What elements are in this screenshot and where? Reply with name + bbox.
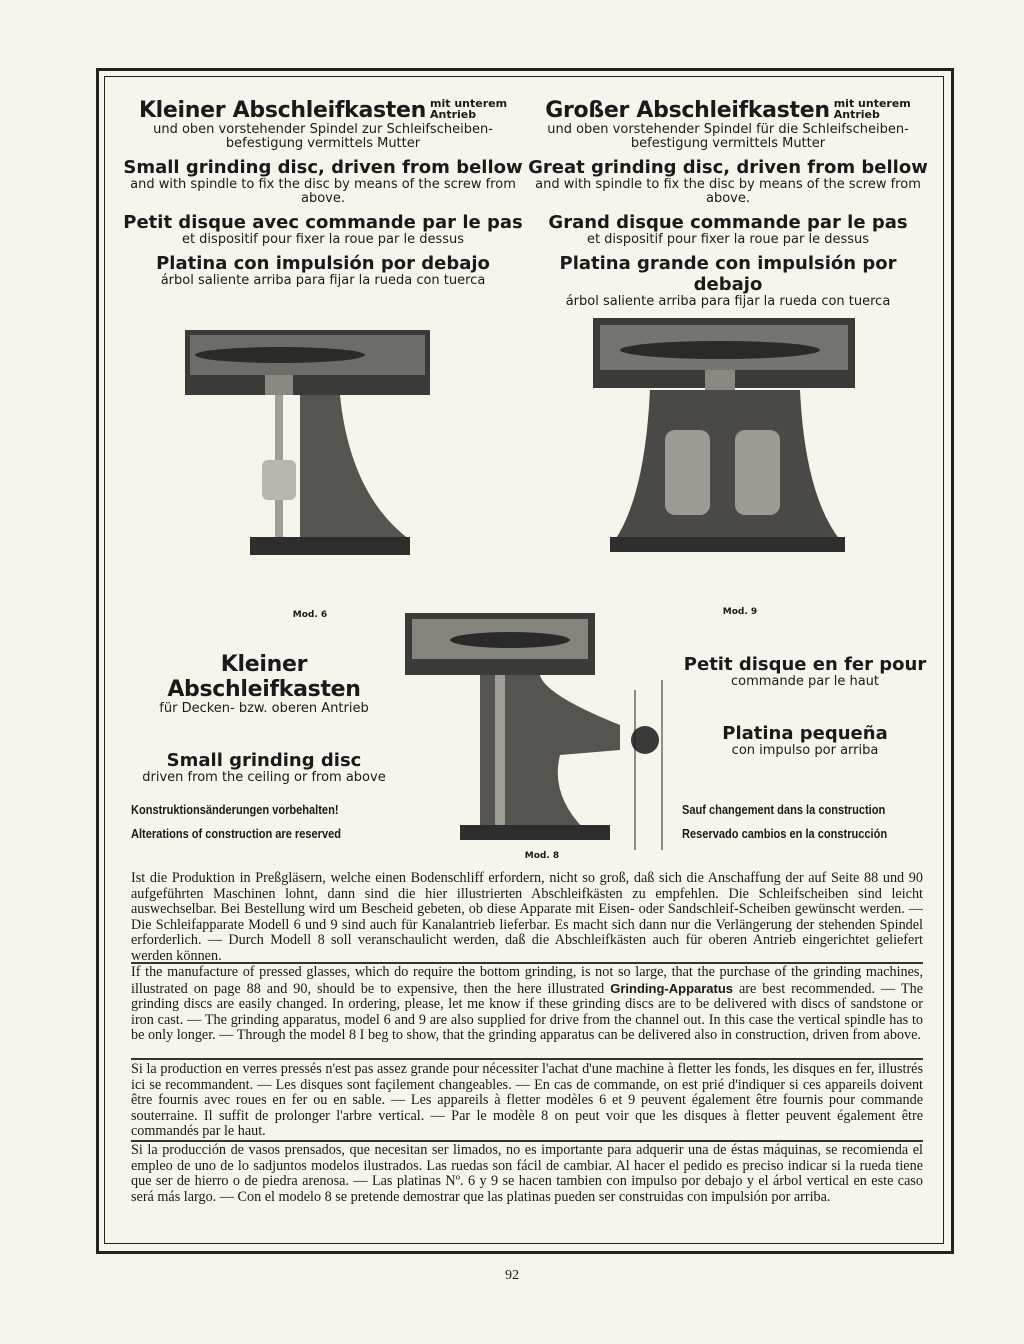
mod9-en-sub: and with spindle to fix the disc by means of the screw from above. xyxy=(535,177,921,206)
mod8-es-sub: con impulso por arriba xyxy=(731,743,879,758)
mod9-de-title: Großer Abschleifkasten xyxy=(545,98,830,123)
mod8-label: Mod. 8 xyxy=(524,851,560,861)
mod8-fr-title: Petit disque en fer pour xyxy=(683,654,927,675)
mod8-left-description xyxy=(124,652,404,785)
mod8-de-title: Kleiner Abschleifkasten xyxy=(167,652,361,702)
mod6-en-title: Small grinding disc, driven from bellow xyxy=(123,157,523,178)
mod8-right-description xyxy=(680,654,930,758)
mod6-de-sup: mit unterem Antrieb xyxy=(430,97,508,121)
note-es: Reservado cambios en la construcción xyxy=(682,826,888,841)
mod9-de-sup: mit unterem Antrieb xyxy=(833,97,911,121)
mod9-description xyxy=(528,98,928,309)
mod6-fr-title: Petit disque avec commande par le pas xyxy=(123,212,523,233)
mod9-es-title: Platina grande con impulsión por debajo xyxy=(559,253,897,295)
mod6-label: Mod. 6 xyxy=(292,610,328,620)
mod8-es-title: Platina pequeña xyxy=(722,723,888,744)
mod9-en-title: Great grinding disc, driven from bellow xyxy=(528,157,928,178)
mod6-en-sub: and with spindle to fix the disc by means of the screw from above. xyxy=(130,177,516,206)
mod8-en-title: Small grinding disc xyxy=(166,750,362,771)
mod9-de-sub: und oben vorstehender Spindel für die Schleifscheiben- befestigung vermittels Mutter xyxy=(547,122,909,151)
note-de: Konstruktionsänderungen vorbehalten! xyxy=(131,802,339,817)
mod8-fr-sub: commande par le haut xyxy=(731,674,879,689)
divider xyxy=(131,1058,923,1060)
page-number: 92 xyxy=(505,1268,519,1283)
mod9-es-sub: árbol saliente arriba para fijar la rueda con tuerca xyxy=(565,294,891,309)
mod8-en-sub: driven from the ceiling or from above xyxy=(142,770,386,785)
mod8-illustration xyxy=(400,605,670,850)
mod6-illustration xyxy=(180,325,440,565)
mod6-fr-sub: et dispositif pour fixer la roue par le dessus xyxy=(181,232,465,247)
mod9-label: Mod. 9 xyxy=(722,607,758,617)
mod6-description xyxy=(118,98,528,288)
mod6-de-sub: und oben vorstehender Spindel zur Schleifscheiben- befestigung vermittels Mutter xyxy=(153,122,493,151)
body-paragraph-es: Si la producción de vasos prensados, que necesitan ser limados, no es importante para adquerir una de éstas máquinas, se recomienda el empleo de uno de lo sadjuntos modelos ilustrados. Las ruedas son fácil de cambiar. Al hacer el pedido es preciso indicar si la rueda tiene que ser de hierro o de piedra arenosa. — Las platinas Nº. 6 y 9 se hacen tambien con impulso por debajo y el árbol vertical en este caso será más largo. — Con el modelo 8 se pretende demostrar que las platinas pueden ser construidas con impulsión por arriba. xyxy=(131,1142,923,1205)
mod6-es-sub: árbol saliente arriba para fijar la rueda con tuerca xyxy=(160,273,486,288)
body-paragraph-de: Ist die Produktion in Preßgläsern, welche einen Bodenschliff erfordern, nicht so groß, daß sich die Anschaffung der auf Seite 88 und 90 aufgeführten Maschinen lohnt, dann sind die hier illustrierten Abschleifkästen zu empfehlen. Die Schleifscheiben sind leicht auswechselbar. Bei Bestellung wird um Bescheid gebeten, ob diese Apparate mit Eisen- oder Sandschleif-Scheiben gewünscht werden. — Die Schleifapparate Modell 6 und 9 sind auch für Kanalantrieb lieferbar. Es macht sich dann nur die Verlängerung der stehenden Spindel erforderlich. — Durch Modell 8 soll veranschaulicht werden, daß die Abschleifkästen auch für oberen Antrieb eingerichtet geliefert werden können. xyxy=(131,870,923,964)
body-paragraph-en: If the manufacture of pressed glasses, which do require the bottom grinding, is not so large, that the purchase of the grinding machines, illustrated on page 88 and 90, should be to expensive, then the here illustrated Grinding-Apparatus are best recommended. — The grinding discs are easily changed. In ordering, please, let me know if these grinding discs are to be delivered with discs of sandstone or iron cast. — The grinding apparatus, model 6 and 9 are also supplied for drive from the channel out. In this case the vertical spindle has to be only longer. — Through the model 8 I beg to show, that the grinding apparatus can be delivered also in construction, driven from above. xyxy=(131,964,923,1043)
mod9-fr-sub: et dispositif pour fixer la roue par le dessus xyxy=(586,232,870,247)
mod9-fr-title: Grand disque commande par le pas xyxy=(548,212,908,233)
note-en: Alterations of construction are reserved xyxy=(131,826,342,841)
note-fr: Sauf changement dans la construction xyxy=(682,802,886,817)
mod6-es-title: Platina con impulsión por debajo xyxy=(156,253,490,274)
mod9-illustration xyxy=(590,315,860,565)
mod6-de-title: Kleiner Abschleifkasten xyxy=(138,98,426,123)
body-paragraph-fr: Si la production en verres pressés n'est pas assez grande pour nécessiter l'achat d'une machine à fletter les fonds, les disques en fer, illustrés ici se recommandent. — Les disques sont façilement changeables. — En cas de commande, on est prié d'indiquer si ces appareils doivent être fournis avec roues en fer ou en sable. — Les appareils à fletter modèles 6 et 9 peuvent également être fournis pour commande souterraine. Il suffit de prolonger l'arbre vertical. — Par le modèle 8 on peut voir que les disques à fletter peuvent également être commandés par le haut. xyxy=(131,1061,923,1139)
mod8-de-sub: für Decken- bzw. oberen Antrieb xyxy=(159,701,369,716)
